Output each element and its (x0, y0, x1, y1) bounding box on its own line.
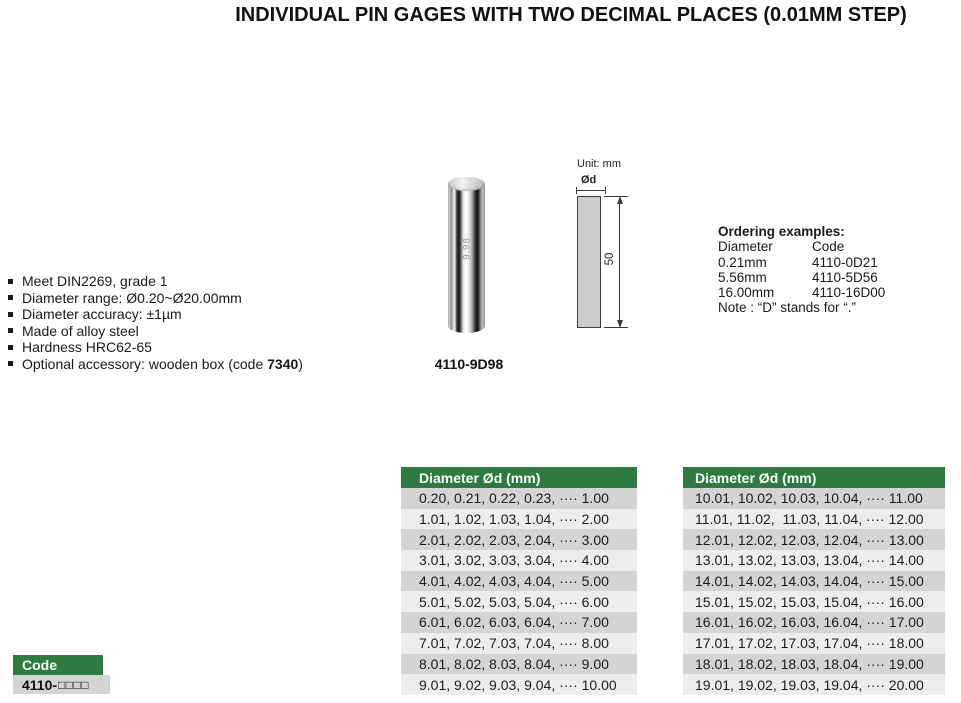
table-row: 8.01, 8.02, 8.03, 8.04, ···· 9.00 (401, 654, 637, 675)
ordering-header-row (718, 239, 885, 254)
table-row: 10.01, 10.02, 10.03, 10.04, ···· 11.00 (683, 488, 945, 509)
ordering-diameter: 0.21mm (718, 254, 767, 270)
ordering-diameter: 5.56mm (718, 269, 767, 285)
feature-text: Made of alloy steel (22, 322, 139, 339)
table-header: Diameter Ød (mm) (401, 467, 637, 488)
feature-text: Diameter accuracy: ±1µm (22, 306, 182, 323)
ordering-code: 4110-16D00 (812, 285, 886, 301)
table-row: 3.01, 3.02, 3.03, 3.04, ···· 4.00 (401, 550, 637, 571)
feature-item (8, 306, 303, 323)
table-row: 4.01, 4.02, 4.03, 4.04, ···· 5.00 (401, 571, 637, 592)
length-dimension-line (619, 198, 620, 326)
code-placeholder-squares: □□□□ (58, 677, 90, 692)
feature-text: Hardness HRC62-65 (22, 339, 152, 356)
bullet-square-icon (8, 279, 13, 284)
code-box-header: Code (13, 655, 103, 675)
table-row: 14.01, 14.02, 14.03, 14.04, ···· 15.00 (683, 571, 945, 592)
table-row: 9.01, 9.02, 9.03, 9.04, ···· 10.00 (401, 674, 637, 695)
ordering-note: Note : “D” stands for “.” (718, 300, 857, 316)
ordering-row (718, 285, 885, 300)
ordering-row (718, 255, 885, 270)
unit-label: Unit: mm (577, 158, 621, 170)
ordering-code: 4110-0D21 (812, 254, 878, 270)
feature-item (8, 290, 303, 307)
table-row: 1.01, 1.02, 1.03, 1.04, ···· 2.00 (401, 509, 637, 530)
ordering-rows (718, 255, 885, 301)
table-row: 7.01, 7.02, 7.03, 7.04, ···· 8.00 (401, 633, 637, 654)
table-row: 2.01, 2.02, 2.03, 2.04, ···· 3.00 (401, 529, 637, 550)
table-row: 11.01, 11.02, 11.03, 11.04, ···· 12.00 (683, 509, 945, 530)
feature-item (8, 339, 303, 356)
dimension-arrow-down-icon (617, 320, 623, 328)
feature-item (8, 356, 303, 373)
table-row: 6.01, 6.02, 6.03, 6.04, ···· 7.00 (401, 612, 637, 633)
diameter-dimension-line (576, 190, 606, 191)
table-row: 19.01, 19.02, 19.03, 19.04, ···· 20.00 (683, 674, 945, 695)
product-code-label: 4110-9D98 (434, 356, 504, 372)
table-row: 12.01, 12.02, 12.03, 12.04, ···· 13.00 (683, 529, 945, 550)
feature-text: Meet DIN2269, grade 1 (22, 273, 168, 290)
bullet-square-icon (8, 295, 13, 300)
feature-item (8, 273, 303, 290)
dimension-tick (605, 187, 606, 194)
diameter-table-left (401, 467, 637, 695)
ordering-col-code: Code (812, 239, 845, 255)
length-dimension-label: 50 (604, 252, 616, 266)
feature-text: ) (298, 355, 303, 372)
pin-gage-top-face (448, 177, 485, 191)
pin-profile-drawing (577, 196, 601, 328)
diameter-table-right (683, 467, 945, 695)
table-row: 0.20, 0.21, 0.22, 0.23, ···· 1.00 (401, 488, 637, 509)
table-row: 18.01, 18.02, 18.03, 18.04, ···· 19.00 (683, 654, 945, 675)
code-box-value (13, 675, 110, 694)
ordering-examples (718, 224, 885, 316)
feature-code-bold: 7340 (267, 355, 299, 372)
dimension-tick (576, 187, 577, 194)
diameter-dimension-label: Ød (581, 174, 597, 186)
ordering-row (718, 270, 885, 285)
page-title: INDIVIDUAL PIN GAGES WITH TWO DECIMAL PLACES (0.01MM STEP) (235, 4, 907, 26)
pin-engraving-text: 9.98 (461, 237, 473, 260)
feature-text: Diameter range: Ø0.20~Ø20.00mm (22, 289, 242, 306)
table-row: 13.01, 13.02, 13.03, 13.04, ···· 14.00 (683, 550, 945, 571)
bullet-square-icon (8, 345, 13, 350)
table-row: 15.01, 15.02, 15.03, 15.04, ···· 16.00 (683, 591, 945, 612)
feature-list (8, 273, 303, 372)
ordering-code: 4110-5D56 (812, 269, 878, 285)
bullet-square-icon (8, 361, 13, 366)
ordering-diameter: 16.00mm (718, 285, 775, 301)
ordering-col-diameter: Diameter (718, 239, 773, 255)
bullet-square-icon (8, 312, 13, 317)
feature-text: Optional accessory: wooden box (code (22, 355, 268, 372)
table-row: 16.01, 16.02, 16.03, 16.04, ···· 17.00 (683, 612, 945, 633)
table-row: 5.01, 5.02, 5.03, 5.04, ···· 6.00 (401, 591, 637, 612)
code-prefix: 4110- (22, 676, 58, 693)
bullet-square-icon (8, 328, 13, 333)
table-header: Diameter Ød (mm) (683, 467, 945, 488)
dimension-arrow-up-icon (617, 196, 623, 204)
table-row: 17.01, 17.02, 17.03, 17.04, ···· 18.00 (683, 633, 945, 654)
ordering-title: Ordering examples: (718, 224, 845, 239)
feature-item (8, 323, 303, 340)
